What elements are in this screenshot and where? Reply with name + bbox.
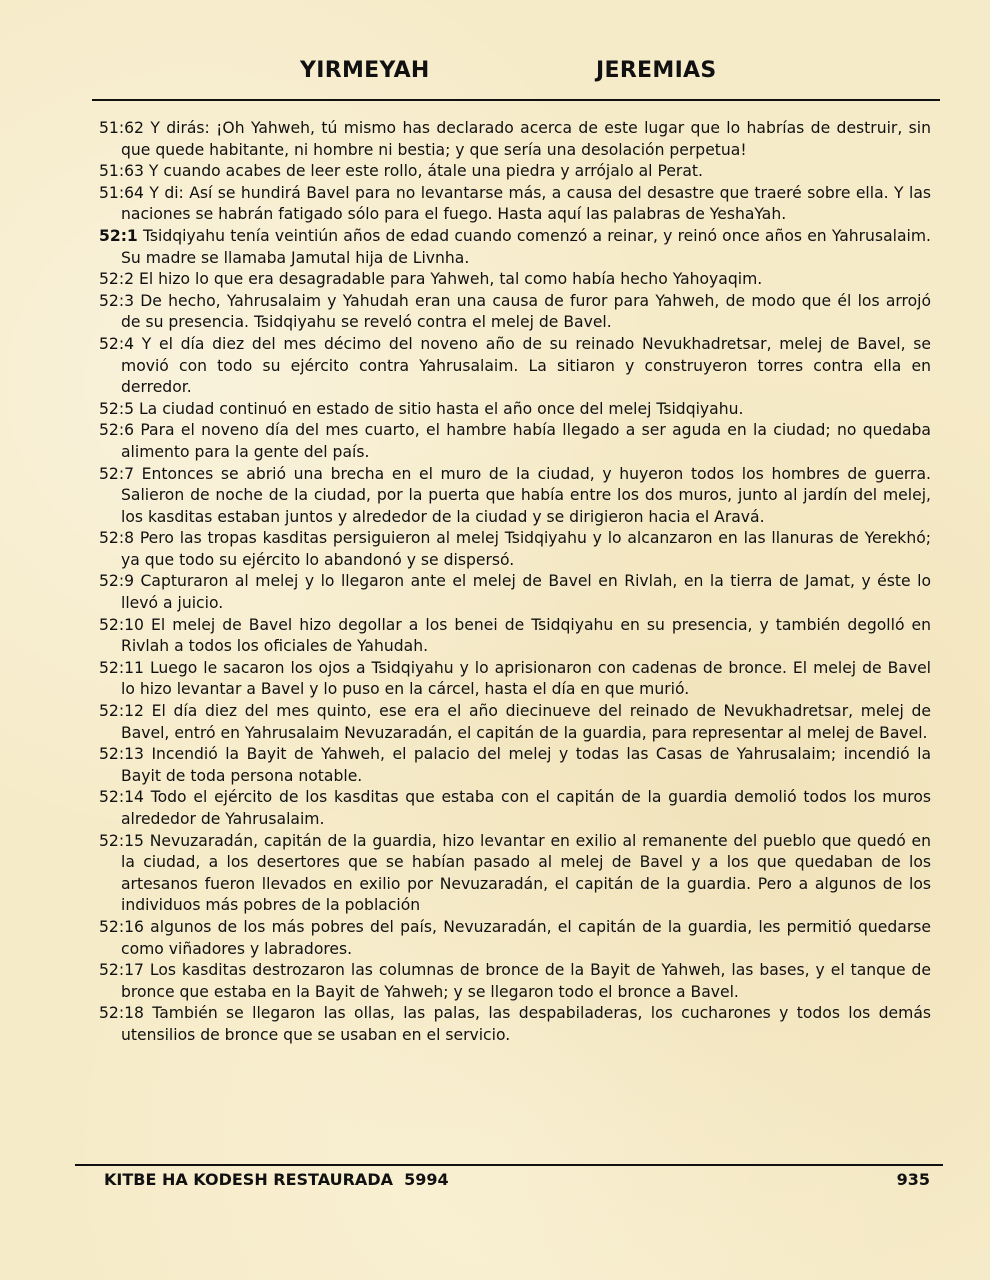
verse-text: Los kasditas destrozaron las columnas de bronce de la Bayit de Yahweh, las bases, y el tanque de bronce que estaba en la Bayit de Yahweh; y se llegaron todo el bronce a Bavel. — [121, 961, 931, 1001]
verse — [99, 1003, 931, 1046]
verse-reference: 52:2 — [99, 270, 135, 289]
verse — [99, 161, 931, 183]
verse-text: Y cuando acabes de leer este rollo, átale una piedra y arrójalo al Perat. — [143, 162, 703, 181]
verse-text: Y di: Así se hundirá Bavel para no levantarse más, a causa del desastre que traeré sobre ella. Y las naciones se habrán fatigado sólo para el fuego. Hasta aquí las palabras de YeshaYah. — [121, 183, 931, 224]
page-header — [0, 58, 990, 94]
verse-reference: 52:13 — [99, 745, 144, 764]
verse — [99, 917, 931, 960]
verse-reference: 52:12 — [99, 702, 144, 721]
verse — [99, 787, 931, 830]
verse-text: La ciudad continuó en estado de sitio hasta el año once del melej Tsidqiyahu. — [134, 399, 744, 418]
verse-reference: 52:4 — [99, 334, 135, 353]
verse-reference: 52:8 — [99, 529, 135, 548]
verse-text: De hecho, Yahrusalaim y Yahudah eran una causa de furor para Yahweh, de modo que él los arrojó de su presencia. Tsidqiyahu se reveló contra el melej de Bavel. — [121, 291, 931, 332]
verse-reference: 52:10 — [99, 615, 144, 634]
verse — [99, 420, 931, 463]
verse-text: El hizo lo que era desagradable para Yahweh, tal como había hecho Yahoyaqim. — [134, 270, 763, 289]
verse-text: Para el noveno día del mes cuarto, el hambre había llegado a ser aguda en la ciudad; no quedaba alimento para la gente del país. — [121, 421, 931, 461]
verse-reference: 52:3 — [99, 291, 135, 310]
verse — [99, 744, 931, 787]
verse — [99, 269, 931, 291]
verse — [99, 183, 931, 226]
verse-text: Incendió la Bayit de Yahweh, el palacio del melej y todas las Casas de Yahrusalaim; incendió la Bayit de toda persona notable. — [121, 745, 931, 785]
verse — [99, 226, 931, 269]
verse-reference: 51:64 — [99, 183, 144, 202]
footer-title: KITBE HA KODESH RESTAURADA 5994 — [104, 1170, 449, 1189]
verse-reference: 52:5 — [99, 399, 135, 418]
verse-text: Y dirás: ¡Oh Yahweh, tú mismo has declarado acerca de este lugar que lo habrías de destruir, sin que quede habitante, ni hombre ni bestia; y que sería una desolación perpetua! — [121, 119, 931, 159]
verse — [99, 615, 931, 658]
verse-text: El día diez del mes quinto, ese era el año diecinueve del reinado de Nevukhadretsar, melej de Bavel, entró en Yahrusalaim Nevuzaradán, el capitán de la guardia, para representar al melej de Bavel. — [121, 702, 931, 742]
verse — [99, 831, 931, 917]
verse-text: El melej de Bavel hizo degollar a los benei de Tsidqiyahu en su presencia, y también degolló en Rivlah a todos los oficiales de Yahudah. — [121, 615, 931, 656]
verse-text: algunos de los más pobres del país, Nevuzaradán, el capitán de la guardia, les permitió quedarse como viñadores y labradores. — [121, 917, 931, 958]
book-title-hebrew: YIRMEYAH — [300, 58, 430, 83]
verse-text: Todo el ejército de los kasditas que estaba con el capitán de la guardia demolió todos los muros alrededor de Yahrusalaim. — [121, 788, 931, 828]
verse — [99, 334, 931, 399]
verse-text: Luego le sacaron los ojos a Tsidqiyahu y lo aprisionaron con cadenas de bronce. El melej de Bavel lo hizo levantar a Bavel y lo puso en la cárcel, hasta el día en que murió. — [121, 658, 931, 699]
verse-reference: 52:14 — [99, 788, 144, 807]
book-title-spanish: JEREMIAS — [596, 58, 717, 83]
verse — [99, 291, 931, 334]
verse-text: También se llegaron las ollas, las palas, las despabiladeras, los cucharones y todos los demás utensilios de bronce que se usaban en el servicio. — [121, 1004, 931, 1044]
verse-reference: 52:18 — [99, 1004, 144, 1023]
verse — [99, 571, 931, 614]
verse-text: Y el día diez del mes décimo del noveno año de su reinado Nevukhadretsar, melej de Bavel, se movió con todo su ejército contra Yahrusalaim. La sitiaron y construyeron torres contra ella en derredor. — [121, 334, 931, 397]
verse-reference: 52:17 — [99, 961, 144, 980]
verse — [99, 658, 931, 701]
verse — [99, 528, 931, 571]
verse-text: Entonces se abrió una brecha en el muro de la ciudad, y huyeron todos los hombres de guerra. Salieron de noche de la ciudad, por la puerta que había entre los dos muros, junto al jardín del melej, los kasditas estaban juntos y alrededor de la ciudad y se dirigieron hacia el Aravá. — [121, 464, 931, 526]
verse-reference: 52:9 — [99, 572, 135, 591]
verse — [99, 960, 931, 1003]
verse-reference: 52:16 — [99, 917, 144, 936]
verse-reference: 52:7 — [99, 464, 135, 483]
verse-reference: 52:6 — [99, 421, 135, 440]
verse — [99, 399, 931, 421]
page-number: 935 — [896, 1170, 930, 1189]
verse-text: Capturaron al melej y lo llegaron ante el melej de Bavel en Rivlah, en la tierra de Jamat, y éste lo llevó a juicio. — [121, 572, 931, 613]
verse-reference: 51:62 — [99, 119, 144, 137]
verse-list — [99, 118, 931, 1047]
verse-reference: 52:15 — [99, 831, 144, 850]
page-footer — [0, 1170, 990, 1196]
verse-reference: 51:63 — [99, 162, 144, 181]
header-rule — [92, 99, 940, 101]
verse-reference: 52:1 — [99, 226, 138, 245]
verse — [99, 118, 931, 161]
verse — [99, 464, 931, 529]
verse-text: Pero las tropas kasditas persiguieron al melej Tsidqiyahu y lo alcanzaron en las llanuras de Yerekhó; ya que todo su ejército lo abandonó y se dispersó. — [121, 529, 931, 569]
verse — [99, 701, 931, 744]
verse-text: Tsidqiyahu tenía veintiún años de edad cuando comenzó a reinar, y reinó once años en Yahrusalaim. Su madre se llamaba Jamutal hija de Livnha. — [121, 226, 931, 267]
verse-text: Nevuzaradán, capitán de la guardia, hizo levantar en exilio al remanente del pueblo que quedó en la ciudad, a los desertores que se habían pasado al melej de Bavel y a los que quedaban de los artesanos fueron llevados en exilio por Nevuzaradán, el capitán de la guardia. Pero a algunos de los individuos más pobres de la población — [121, 831, 931, 915]
footer-rule — [75, 1164, 943, 1166]
verse-reference: 52:11 — [99, 658, 144, 677]
